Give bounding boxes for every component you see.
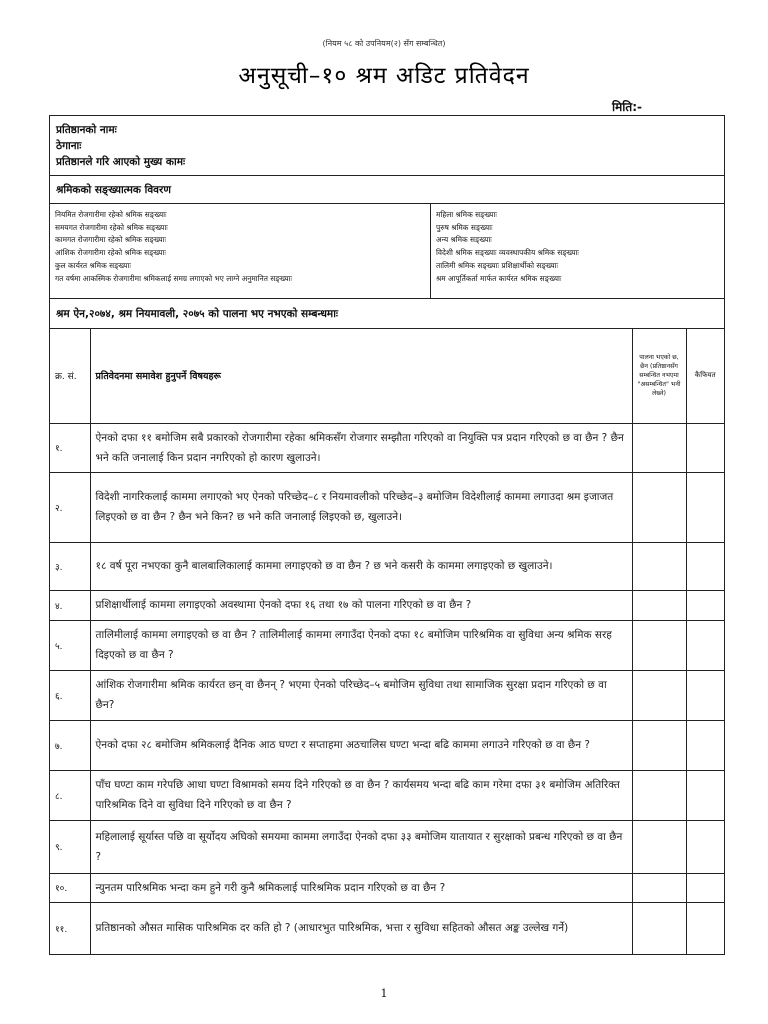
table-row	[50, 620, 724, 670]
table-row	[50, 902, 724, 954]
table-header-row	[50, 329, 724, 423]
row-compliance-cell[interactable]	[632, 720, 686, 770]
col-header-remarks: कैफियत	[686, 329, 724, 423]
table-row	[50, 670, 724, 720]
worker-count-item: नियमित रोजगारीमा रहेको श्रमिक सङ्ख्याः	[55, 210, 167, 219]
compliance-table	[50, 329, 724, 954]
worker-count-item: कामगत रोजगारीमा रहेको श्रमिक सङ्ख्याः	[55, 235, 167, 245]
worker-count-item: गत वर्षमा आकस्मिक रोजगारीमा श्रमिकलाई समग्र लगाएको भए लाग्ने अनुमानित सङ्ख्याः	[55, 273, 293, 283]
row-remarks-cell[interactable]	[686, 873, 724, 902]
col-header-compliance: पालना भएको छ, छैन (प्रतिष्ठानसँग सम्बन्धित नभएमा "असम्बन्धित" भनी लेख्ने)	[632, 329, 686, 423]
worker-count-item: समयगत रोजगारीमा रहेको श्रमिक सङ्ख्याः	[55, 222, 168, 232]
row-remarks-cell[interactable]	[686, 820, 724, 873]
row-serial: ५.	[50, 620, 90, 670]
row-question: प्रतिष्ठानको औसत मासिक पारिश्रमिक दर कति हो ? (आधारभुत पारिश्रमिक, भत्ता र सुविधा सहितको औसत अङ्क उल्लेख गर्ने)	[90, 902, 632, 954]
row-question: न्युनतम पारिश्रमिक भन्दा कम हुने गरी कुनै श्रमिकलाई पारिश्रमिक प्रदान गरिएको छ वा छैन ?	[90, 873, 632, 902]
col-header-serial: क्र. सं.	[50, 329, 90, 423]
row-serial: ८.	[50, 770, 90, 820]
rule-note: (नियम ५८ को उपनियम(२) सँग सम्बन्धित)	[322, 39, 446, 48]
workers-left-column	[50, 204, 431, 298]
row-question: ऐनको दफा २८ बमोजिम श्रमिकलाई दैनिक आठ घण्टा र सप्ताहमा अठचालिस घण्टा भन्दा बढि काममा लगाउने गरिएको छ वा छैन ?	[90, 720, 632, 770]
row-question: विदेशी नागरिकलाई काममा लगाएको भए ऐनको परिच्छेद–८ र नियमावलीको परिच्छेद–३ बमोजिम विदेशीलाई काममा लगाउदा श्रम इजाजत लिइएको छ वा छैन ? छैन भने किन? छ भने कति जनालाई लिइएको छ, खुलाउने।	[90, 472, 632, 542]
page-title: अनुसूची–१० श्रम अडिट प्रतिवेदन	[238, 63, 530, 89]
row-remarks-cell[interactable]	[686, 542, 724, 590]
row-question: प्रशिक्षार्थीलाई काममा लगाइएको अवस्थामा ऐनको दफा १६ तथा १७ को पालना गरिएको छ वा छैन ?	[90, 590, 632, 620]
row-question: १८ वर्ष पूरा नभएका कुनै बालबालिकालाई काममा लगाइएको छ वा छैन ? छ भने कसरी के काममा लगाइएको छ खुलाउने।	[90, 542, 632, 590]
row-compliance-cell[interactable]	[632, 902, 686, 954]
row-remarks-cell[interactable]	[686, 590, 724, 620]
workers-right-column	[431, 204, 724, 298]
row-remarks-cell[interactable]	[686, 670, 724, 720]
row-serial: १०.	[50, 873, 90, 902]
worker-count-item: आंशिक रोजगारीमा रहेको श्रमिक सङ्ख्याः	[55, 248, 166, 258]
row-serial: ७.	[50, 720, 90, 770]
table-row	[50, 542, 724, 590]
worker-count-item: पुरुष श्रमिक सङ्ख्याः	[436, 222, 493, 232]
act-compliance-heading: श्रम ऐन,२०७४, श्रम नियमावली, २०७५ को पालना भए नभएको सम्बन्धमाः	[50, 299, 724, 329]
row-question: आंशिक रोजगारीमा श्रमिक कार्यरत छन् वा छैनन् ? भएमा ऐनको परिच्छेद–५ बमोजिम सुविधा तथा सामाजिक सुरक्षा प्रदान गरिएको छ वा छैन?	[90, 670, 632, 720]
table-row	[50, 720, 724, 770]
row-question: ऐनको दफा ११ बमोजिम सबै प्रकारको रोजगारीमा रहेका श्रमिकसँग रोजगार सम्झौता गरिएको वा नियुक्ति पत्र प्रदान गरिएको छ वा छैन ? छैन भने कति जनालाई किन प्रदान नगरिएको हो कारण खुलाउने।	[90, 423, 632, 472]
table-row	[50, 873, 724, 902]
worker-count-item: अन्य श्रमिक सङ्ख्याः	[436, 235, 492, 245]
worker-count-item: कुल कार्यरत श्रमिक सङ्ख्याः	[55, 260, 131, 270]
organization-info	[50, 116, 724, 176]
worker-count-item: तालिमी श्रमिक सङ्ख्याः प्रशिक्षार्थीको सङ्ख्याः	[436, 260, 559, 270]
row-compliance-cell[interactable]	[632, 423, 686, 472]
row-compliance-cell[interactable]	[632, 873, 686, 902]
org-name-label: प्रतिष्ठानको नामः	[56, 124, 117, 136]
row-serial: ९.	[50, 820, 90, 873]
page-number: 1	[380, 987, 388, 1000]
workers-details	[50, 204, 724, 299]
table-row	[50, 770, 724, 820]
row-remarks-cell[interactable]	[686, 472, 724, 542]
row-remarks-cell[interactable]	[686, 620, 724, 670]
row-question: महिलालाई सूर्यास्त पछि वा सूर्योदय अघिको समयमा काममा लगाउँदा ऐनको दफा ३३ बमोजिम यातायात र सुरक्षाको प्रबन्ध गरिएको छ वा छैन ?	[90, 820, 632, 873]
row-compliance-cell[interactable]	[632, 820, 686, 873]
row-remarks-cell[interactable]	[686, 720, 724, 770]
org-main-work-label: प्रतिष्ठानले गरि आएको मुख्य कामः	[56, 156, 186, 168]
row-compliance-cell[interactable]	[632, 670, 686, 720]
col-header-subject: प्रतिवेदनमा समावेश हुनुपर्ने विषयहरू	[90, 329, 632, 423]
row-remarks-cell[interactable]	[686, 423, 724, 472]
table-row	[50, 590, 724, 620]
row-question: पाँच घण्टा काम गरेपछि आधा घण्टा विश्रामको समय दिने गरिएको छ वा छैन ? कार्यसमय भन्दा बढि काम गरेमा दफा ३१ बमोजिम अतिरिक्त पारिश्रमिक दिने वा सुविधा दिने गरिएको छ वा छैन ?	[90, 770, 632, 820]
row-remarks-cell[interactable]	[686, 902, 724, 954]
date-label: मिति:-	[612, 100, 643, 114]
table-row	[50, 423, 724, 472]
workers-section-heading: श्रमिकको सङ्ख्यात्मक विवरण	[50, 176, 724, 204]
row-compliance-cell[interactable]	[632, 620, 686, 670]
worker-count-item: श्रम आपूर्तिकर्ता मार्फत कार्यरत श्रमिक सङ्ख्याः	[436, 273, 562, 283]
row-compliance-cell[interactable]	[632, 542, 686, 590]
row-serial: ६.	[50, 670, 90, 720]
row-serial: ३.	[50, 542, 90, 590]
row-remarks-cell[interactable]	[686, 770, 724, 820]
row-compliance-cell[interactable]	[632, 770, 686, 820]
row-serial: ४.	[50, 590, 90, 620]
report-form	[49, 115, 725, 955]
worker-count-item: महिला श्रमिक सङ्ख्याः	[436, 210, 497, 219]
row-serial: १.	[50, 423, 90, 472]
row-serial: २.	[50, 472, 90, 542]
org-address-label: ठेगानाः	[56, 140, 82, 152]
row-compliance-cell[interactable]	[632, 472, 686, 542]
worker-count-item: विदेशी श्रमिक सङ्ख्याः व्यवस्थापकीय श्रमिक सङ्ख्याः	[436, 248, 579, 258]
row-serial: ११.	[50, 902, 90, 954]
table-row	[50, 472, 724, 542]
table-row	[50, 820, 724, 873]
row-compliance-cell[interactable]	[632, 590, 686, 620]
row-question: तालिमीलाई काममा लगाइएको छ वा छैन ? तालिमीलाई काममा लगाउँदा ऐनको दफा १८ बमोजिम पारिश्रमिक वा सुविधा अन्य श्रमिक सरह दिइएको छ वा छैन ?	[90, 620, 632, 670]
